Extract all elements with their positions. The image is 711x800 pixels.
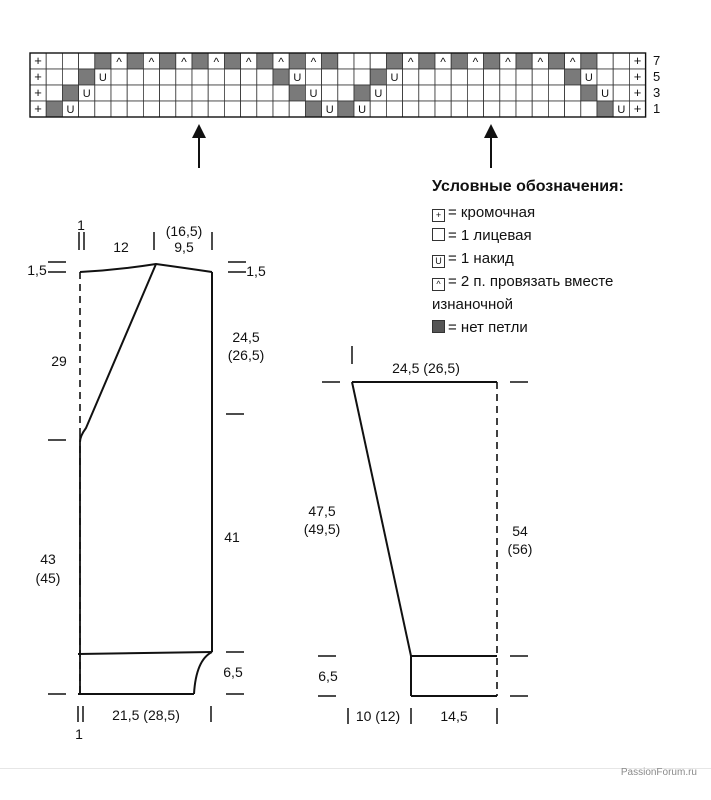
knit-cell (500, 69, 516, 85)
knit-cell (176, 101, 192, 117)
knit-cell (403, 69, 419, 85)
knit-cell (257, 85, 273, 101)
sleeve-dimension-ticks (318, 346, 528, 724)
no-stitch-cell (95, 53, 111, 69)
no-stitch-cell (516, 53, 532, 69)
knit-cell (143, 101, 159, 117)
knit-cell (127, 69, 143, 85)
no-stitch-cell (451, 53, 467, 69)
knit-cell (370, 53, 386, 69)
knit-cell (419, 101, 435, 117)
purl-two-together-icon: ^ (181, 55, 187, 69)
knit-cell (386, 85, 402, 101)
knit-cell (160, 69, 176, 85)
knit-cell (338, 69, 354, 85)
edge-stitch-icon: + (633, 101, 642, 116)
purl-two-together-icon: ^ (569, 55, 576, 69)
knit-cell (419, 85, 435, 101)
knit-cell (192, 85, 208, 101)
knit-cell (46, 53, 62, 69)
no-stitch-cell (597, 101, 613, 117)
knit-cell (451, 69, 467, 85)
purl-two-together-icon: ^ (213, 55, 220, 69)
legend-item-no-stitch: = нет петли (432, 316, 702, 339)
knit-cell (613, 53, 629, 69)
armhole-alt-label: (26,5) (227, 347, 265, 363)
knit-cell (354, 53, 370, 69)
purl-two-together-icon: ^ (310, 55, 317, 69)
knit-cell (516, 69, 532, 85)
yarn-over-icon: U (293, 72, 302, 84)
knit-cell (241, 69, 257, 85)
knit-cell (62, 53, 78, 69)
no-stitch-cell (305, 101, 321, 117)
knit-cell (224, 69, 240, 85)
knit-cell (451, 101, 467, 117)
no-stitch-cell (548, 53, 564, 69)
knit-cell (435, 101, 451, 117)
knit-cell (257, 101, 273, 117)
no-stitch-cell (127, 53, 143, 69)
knit-cell (111, 85, 127, 101)
knit-cell (176, 85, 192, 101)
knit-cell (467, 69, 483, 85)
knit-cell (143, 85, 159, 101)
knit-cell (95, 101, 111, 117)
edge-stitch-icon: + (633, 53, 642, 68)
no-stitch-cell (354, 85, 370, 101)
knit-cell (435, 85, 451, 101)
shoulder-right-label: 1,5 (246, 263, 266, 279)
knit-cell (548, 101, 564, 117)
row-number-label: 1 (652, 101, 661, 116)
yarn-over-icon: U (98, 72, 107, 84)
neckline-slope (80, 264, 156, 442)
edge-stitch-icon: + (34, 69, 42, 84)
bottom-left-edge-label: 1 (75, 726, 83, 742)
yarn-over-icon: U (390, 72, 399, 84)
no-stitch-cell (257, 53, 273, 69)
knit-cell (484, 69, 500, 85)
no-stitch-cell (484, 53, 500, 69)
knit-cell (46, 69, 62, 85)
yarn-over-icon: U (432, 255, 445, 268)
knit-cell (581, 101, 597, 117)
legend-item-edge: + = кромочная (432, 201, 702, 224)
knit-cell (403, 85, 419, 101)
shoulder-line (80, 264, 212, 272)
knit-cell (613, 85, 629, 101)
knit-cell (208, 85, 224, 101)
no-stitch-cell (160, 53, 176, 69)
knit-cell (111, 69, 127, 85)
sleeve-right-length-alt-label: (56) (507, 541, 533, 557)
sleeve-right-length-label: 54 (512, 523, 528, 539)
knit-cell (338, 53, 354, 69)
edge-stitch-icon: + (432, 209, 445, 222)
knit-cell (467, 85, 483, 101)
knit-cell (273, 85, 289, 101)
yarn-over-icon: U (66, 104, 75, 116)
knit-cell (565, 85, 581, 101)
knit-cell (451, 85, 467, 101)
purl-two-together-icon: ^ (116, 55, 122, 69)
knit-cell (143, 69, 159, 85)
knit-cell (548, 69, 564, 85)
knit-cell (289, 101, 305, 117)
sleeve-left-length-alt-label: (49,5) (303, 521, 341, 537)
armhole-label: 24,5 (232, 329, 260, 345)
knit-cell (500, 85, 516, 101)
knit-cell (532, 101, 548, 117)
purl-two-together-icon: ^ (440, 55, 446, 69)
purl-two-together-icon: ^ (505, 55, 511, 69)
front-edge-alt-label: (45) (35, 570, 61, 586)
yarn-over-icon: U (82, 88, 91, 100)
knit-cell (208, 101, 224, 117)
knit-cell (386, 101, 402, 117)
shoulder-left-label: 1,5 (27, 262, 47, 278)
edge-stitch-icon: + (633, 69, 642, 84)
top-width-label: 12 (113, 239, 129, 255)
row-number-label: 3 (652, 85, 661, 100)
hem-line (78, 652, 212, 654)
purl-two-together-icon: ^ (472, 55, 479, 69)
sleeve-bottom-right-label: 14,5 (440, 708, 468, 724)
knit-cell (548, 85, 564, 101)
front-dimension-ticks (48, 232, 246, 722)
no-stitch-cell (224, 53, 240, 69)
knit-cell (241, 101, 257, 117)
knit-cell (224, 101, 240, 117)
side-length-label: 41 (224, 529, 240, 545)
yarn-over-icon: U (601, 88, 610, 100)
legend (432, 178, 702, 339)
stitch-chart (30, 53, 660, 117)
knit-cell (370, 101, 386, 117)
bottom-width-label: 21,5 (28,5) (112, 707, 180, 723)
knit-cell (532, 85, 548, 101)
knit-cell (435, 69, 451, 85)
neck-alt-label: (16,5) (165, 223, 203, 239)
sleeve-bottom-left-label: 10 (12) (355, 708, 401, 724)
knit-cell (322, 85, 338, 101)
no-stitch-cell (565, 69, 581, 85)
yarn-over-icon: U (617, 104, 626, 116)
knit-cell (467, 101, 483, 117)
knit-cell (354, 69, 370, 85)
knit-cell (500, 101, 516, 117)
purl-two-together-icon: ^ (407, 55, 414, 69)
yarn-over-icon: U (309, 88, 318, 100)
knit-cell (127, 85, 143, 101)
purl-two-together-icon: ^ (537, 55, 544, 69)
sleeve-top-width-label: 24,5 (26,5) (392, 360, 460, 376)
knit-cell (613, 69, 629, 85)
knit-cell (273, 101, 289, 117)
no-stitch-cell (289, 85, 305, 101)
row-number-label: 7 (652, 53, 661, 68)
knit-cell (516, 85, 532, 101)
hem-depth-label: 6,5 (223, 664, 243, 680)
knit-cell (532, 69, 548, 85)
knit-cell (160, 85, 176, 101)
purl-two-together-icon: ^ (432, 278, 445, 291)
row-number-label: 5 (652, 69, 661, 84)
legend-item-knit: = 1 лицевая (432, 224, 702, 247)
knit-cell (79, 53, 95, 69)
no-stitch-cell (370, 69, 386, 85)
no-stitch-cell (192, 53, 208, 69)
yarn-over-icon: U (325, 104, 334, 116)
knit-cell (403, 101, 419, 117)
repeat-arrow-left (192, 124, 206, 168)
yarn-over-icon: U (584, 72, 593, 84)
knit-cell (192, 101, 208, 117)
legend-item-purl-two: ^ = 2 п. провязать вместе (432, 270, 702, 293)
no-stitch-icon (432, 320, 445, 333)
knit-cell (597, 53, 613, 69)
knit-cell (419, 69, 435, 85)
knit-cell (257, 69, 273, 85)
no-stitch-cell (289, 53, 305, 69)
knit-cell (95, 85, 111, 101)
bottom-divider (0, 768, 711, 769)
knit-cell (192, 69, 208, 85)
knit-cell (62, 69, 78, 85)
no-stitch-cell (581, 85, 597, 101)
knit-cell (160, 101, 176, 117)
no-stitch-cell (419, 53, 435, 69)
yarn-over-icon: U (374, 88, 383, 100)
sleeve-left-length-label: 47,5 (308, 503, 336, 519)
knit-cell (484, 85, 500, 101)
neckline-depth-label: 29 (51, 353, 67, 369)
neck-width-label: 9,5 (174, 239, 194, 255)
knit-cell (597, 69, 613, 85)
knit-cell (322, 69, 338, 85)
repeat-arrow-right (484, 124, 498, 168)
knit-cell (176, 69, 192, 85)
purl-two-together-icon: ^ (278, 55, 284, 69)
no-stitch-cell (581, 53, 597, 69)
knit-stitch-icon (432, 228, 445, 241)
legend-item-yarnover: U = 1 накид (432, 247, 702, 270)
no-stitch-cell (338, 101, 354, 117)
no-stitch-cell (79, 69, 95, 85)
no-stitch-cell (322, 53, 338, 69)
knit-cell (484, 101, 500, 117)
no-stitch-cell (273, 69, 289, 85)
knit-cell (46, 85, 62, 101)
yarn-over-icon: U (358, 104, 367, 116)
knit-cell (224, 85, 240, 101)
knit-cell (565, 101, 581, 117)
knit-cell (338, 85, 354, 101)
edge-stitch-icon: + (34, 53, 42, 68)
knit-cell (111, 101, 127, 117)
top-left-edge-label: 1 (77, 217, 85, 233)
cuff-depth-label: 6,5 (318, 668, 338, 684)
knit-cell (516, 101, 532, 117)
knit-cell (305, 69, 321, 85)
front-edge-label: 43 (40, 551, 56, 567)
no-stitch-cell (62, 85, 78, 101)
purl-two-together-icon: ^ (245, 55, 252, 69)
no-stitch-cell (46, 101, 62, 117)
watermark: PassionForum.ru (620, 767, 697, 778)
edge-stitch-icon: + (34, 85, 42, 100)
front-piece (78, 264, 212, 694)
knit-cell (79, 101, 95, 117)
knit-cell (241, 85, 257, 101)
legend-title: Условные обозначения: (432, 178, 624, 195)
no-stitch-cell (386, 53, 402, 69)
legend-item-purl-two-cont: изнаночной (432, 296, 513, 313)
knit-cell (127, 101, 143, 117)
edge-stitch-icon: + (633, 85, 642, 100)
sleeve-piece (352, 382, 497, 696)
edge-stitch-icon: + (34, 101, 42, 116)
knit-cell (208, 69, 224, 85)
purl-two-together-icon: ^ (148, 55, 155, 69)
hem-curve (194, 652, 212, 694)
